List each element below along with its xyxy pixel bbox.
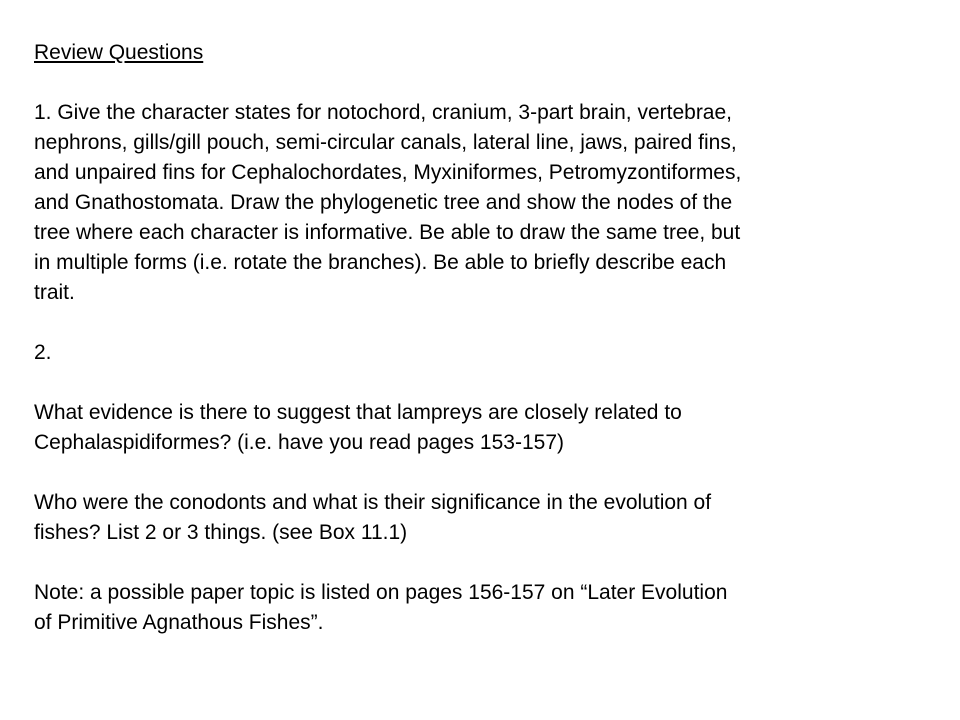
- question-1-line: and Gnathostomata. Draw the phylogenetic tree and show the nodes of the: [34, 191, 733, 214]
- spacer: [34, 68, 924, 98]
- page-title: Review Questions: [34, 41, 204, 64]
- note-line: of Primitive Agnathous Fishes”.: [34, 611, 324, 634]
- spacer: [34, 368, 924, 398]
- question-1-line: trait.: [34, 281, 75, 304]
- question-1-line: 1. Give the character states for notochord, cranium, 3-part brain, vertebrae,: [34, 101, 733, 124]
- question-conodonts-line: fishes? List 2 or 3 things. (see Box 11.1): [34, 521, 408, 544]
- question-1-line: in multiple forms (i.e. rotate the branches). Be able to briefly describe each: [34, 251, 727, 274]
- question-lampreys: [34, 398, 924, 458]
- question-conodonts: [34, 488, 924, 548]
- slide-content: [34, 38, 924, 638]
- question-1-line: tree where each character is informative. Be able to draw the same tree, but: [34, 221, 741, 244]
- note-line: Note: a possible paper topic is listed on pages 156-157 on “Later Evolution: [34, 581, 728, 604]
- question-lampreys-line: What evidence is there to suggest that lampreys are closely related to: [34, 401, 682, 424]
- question-lampreys-line: Cephalaspidiformes? (i.e. have you read pages 153-157): [34, 431, 564, 454]
- question-1-line: nephrons, gills/gill pouch, semi-circular canals, lateral line, jaws, paired fins,: [34, 131, 737, 154]
- note: [34, 578, 924, 638]
- spacer: [34, 458, 924, 488]
- question-1-line: and unpaired fins for Cephalochordates, Myxiniformes, Petromyzontiformes,: [34, 161, 742, 184]
- spacer: [34, 308, 924, 338]
- spacer: [34, 548, 924, 578]
- question-conodonts-line: Who were the conodonts and what is their significance in the evolution of: [34, 491, 712, 514]
- question-1: [34, 98, 924, 308]
- question-2-number: 2.: [34, 341, 52, 364]
